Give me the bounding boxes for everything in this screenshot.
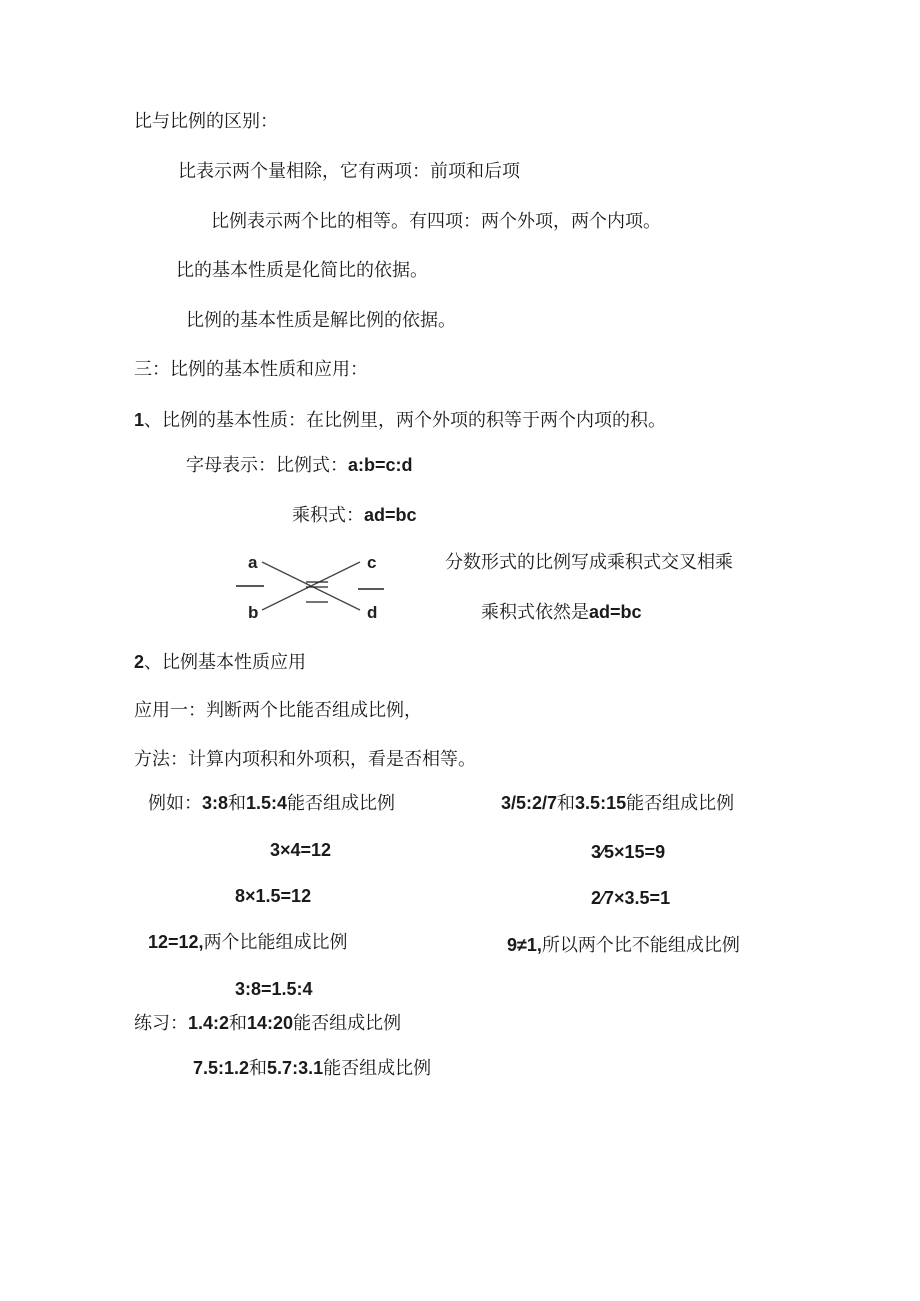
ratio-two: 3.5:15	[575, 793, 627, 813]
product-note-label: 乘积式依然是	[481, 602, 589, 623]
example-left-question	[148, 791, 395, 816]
letter-a: a	[248, 553, 258, 572]
diff-heading: 比与比例的区别：	[134, 111, 278, 132]
property-paragraph	[134, 408, 666, 433]
question-suffix: 能否组成比例	[626, 793, 735, 814]
practice-q2	[193, 1056, 431, 1081]
letter-b: b	[248, 603, 259, 622]
application-one: 应用一：判断两个比能否组成比例，	[134, 700, 422, 721]
application-heading	[134, 650, 306, 675]
method-line: 方法：计算内项积和外项积，看是否相等。	[134, 749, 476, 770]
example-right-calc2: 2⁄7×3.5=1	[591, 888, 671, 908]
practice-ratio-b: 14:20	[247, 1013, 294, 1033]
letter-d: d	[367, 603, 378, 622]
property-text: 、比例的基本性质：在比例里，两个外项的积等于两个内项的积。	[144, 410, 667, 431]
product-label: 乘积式：	[292, 505, 364, 526]
example-right-conclusion	[507, 933, 740, 958]
fraction-note: 分数形式的比例写成乘积式交叉相乘	[445, 552, 733, 573]
letter-representation	[186, 453, 413, 478]
example-left-conclusion	[148, 930, 348, 955]
conclusion-text: 所以两个比不能组成比例	[541, 935, 740, 956]
proportion-expression: a:b=c:d	[348, 455, 413, 475]
example-label: 例如：	[148, 793, 202, 814]
diff-line-ratio: 比表示两个量相除，它有两项：前项和后项	[178, 161, 520, 182]
question-suffix: 能否组成比例	[287, 793, 396, 814]
ratio-two: 1.5:4	[246, 793, 288, 813]
conclusion-expr: 12=12,	[148, 932, 204, 952]
example-left-result: 3:8=1.5:4	[235, 979, 313, 999]
practice-q1	[134, 1011, 401, 1036]
fraction-note-product	[481, 600, 642, 625]
conclusion-text: 两个比能组成比例	[203, 932, 348, 953]
practice-ratio-b: 5.7:3.1	[267, 1058, 324, 1078]
and-word: 和	[249, 1058, 268, 1079]
example-right-calc1: 3⁄5×15=9	[591, 842, 666, 862]
practice-ratio-a: 7.5:1.2	[193, 1058, 250, 1078]
example-left-calc2: 8×1.5=12	[235, 886, 312, 906]
diff-line-proportion: 比例表示两个比的相等。有四项：两个外项，两个内项。	[211, 211, 661, 232]
and-word: 和	[229, 1013, 248, 1034]
practice-ratio-a: 1.4:2	[188, 1013, 230, 1033]
item-number: 1	[134, 410, 145, 430]
letter-c: c	[367, 553, 377, 572]
product-expression: ad=bc	[364, 505, 417, 525]
and-word: 和	[228, 793, 247, 814]
section3-heading: 三：比例的基本性质和应用：	[134, 359, 368, 380]
item-number: 2	[134, 652, 145, 672]
conclusion-expr: 9≠1,	[507, 935, 542, 955]
example-right-question	[501, 791, 734, 816]
product-representation	[292, 503, 417, 528]
product-note-expr: ad=bc	[589, 602, 642, 622]
ratio-one: 3/5:2/7	[501, 793, 558, 813]
cross-multiply-diagram	[230, 548, 390, 628]
diff-line-ratio-property: 比的基本性质是化简比的依据。	[176, 260, 428, 281]
question-suffix: 能否组成比例	[293, 1013, 402, 1034]
letter-label: 字母表示：比例式：	[186, 455, 348, 476]
example-left-calc1: 3×4=12	[270, 840, 332, 860]
question-suffix: 能否组成比例	[323, 1058, 432, 1079]
practice-label: 练习：	[134, 1013, 188, 1034]
application-title: 、比例基本性质应用	[144, 652, 307, 673]
and-word: 和	[557, 793, 576, 814]
diff-line-proportion-property: 比例的基本性质是解比例的依据。	[186, 310, 456, 331]
ratio-one: 3:8	[202, 793, 229, 813]
